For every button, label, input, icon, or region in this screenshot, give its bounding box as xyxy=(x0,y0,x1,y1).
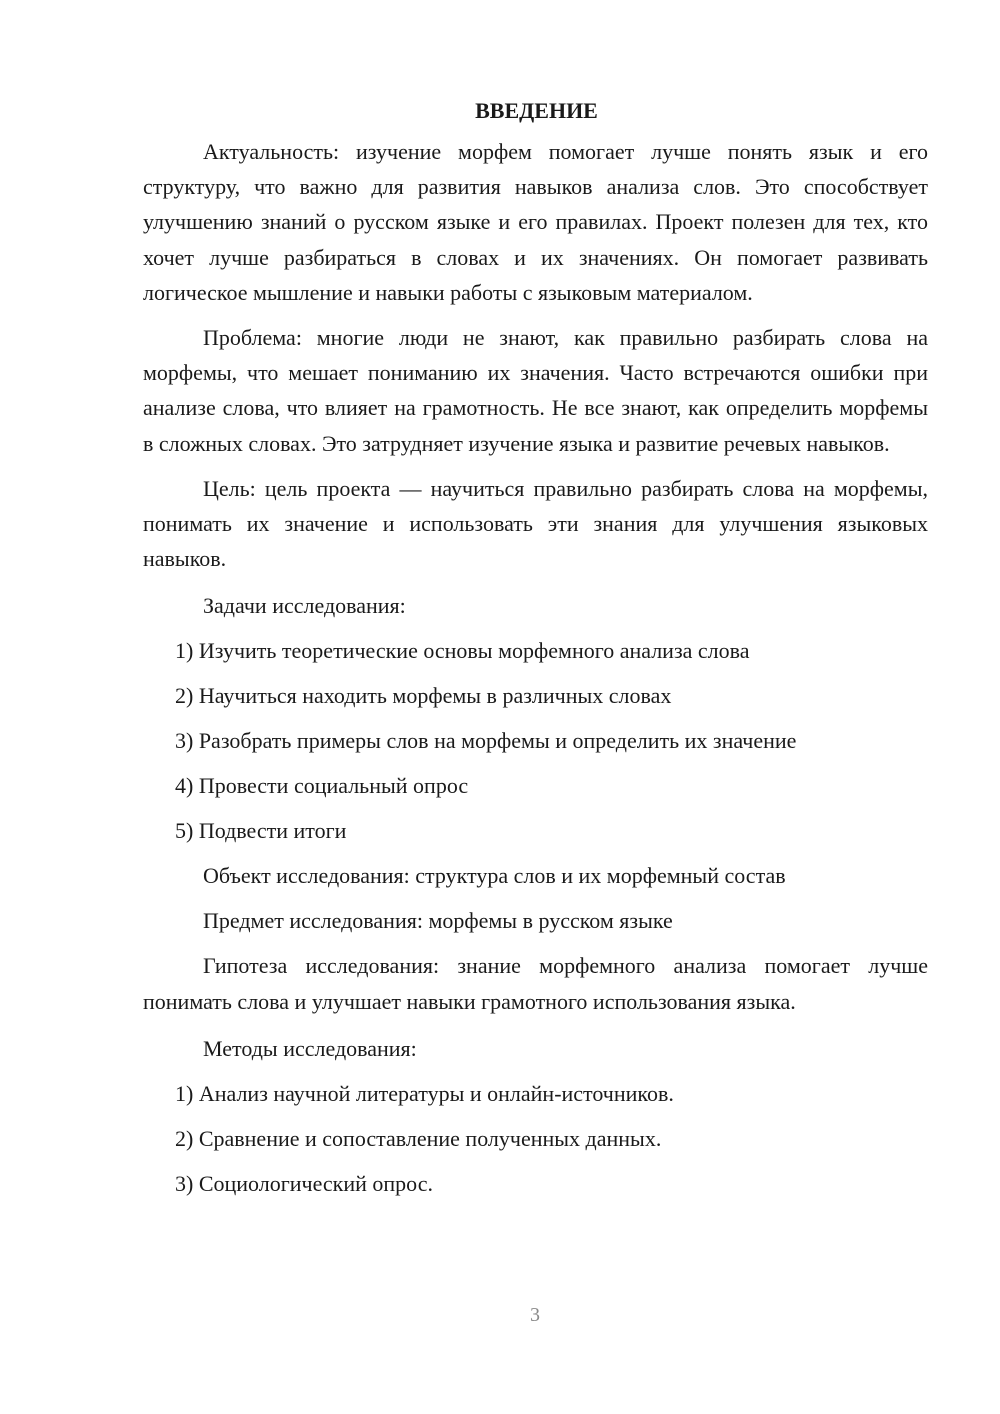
object-line: Объект исследования: структура слов и их морфемный состав xyxy=(203,863,786,889)
goal-paragraph: Цель: цель проекта — научиться правильно разбирать слова на морфемы, понимать их значение и использовать эти знания для улучшения языковых навыков. xyxy=(143,475,928,572)
list-item: 1) Анализ научной литературы и онлайн-источников. xyxy=(175,1080,674,1106)
methods-heading: Методы исследования: xyxy=(203,1035,417,1061)
page-number: 3 xyxy=(530,1304,540,1326)
list-item: 2) Сравнение и сопоставление полученных данных. xyxy=(175,1125,662,1151)
tasks-heading: Задачи исследования: xyxy=(203,593,406,619)
document-page xyxy=(143,94,928,1201)
page-title: ВВЕДЕНИЕ xyxy=(475,98,598,123)
list-item: 4) Провести социальный опрос xyxy=(175,773,469,799)
list-item: 3) Социологический опрос. xyxy=(175,1170,433,1196)
list-item: 5) Подвести итоги xyxy=(175,818,347,844)
subject-line: Предмет исследования: морфемы в русском языке xyxy=(203,908,673,934)
tasks-list xyxy=(143,633,928,848)
list-item: 2) Научиться находить морфемы в различных словах xyxy=(175,683,672,709)
methods-list xyxy=(143,1076,928,1201)
problem-paragraph: Проблема: многие люди не знают, как правильно разбирать слова на морфемы, что мешает пониманию их значения. Часто встречаются ошибки при анализе слова, что влияет на грамотность. Не все знают, как определить морфемы в сложных словах. Это затрудняет изучение языка и развитие речевых навыков. xyxy=(143,325,928,456)
list-item: 1) Изучить теоретические основы морфемного анализа слова xyxy=(175,638,750,664)
relevance-paragraph: Актуальность: изучение морфем помогает лучше понять язык и его структуру, что важно для развития навыков анализа слов. Это способствует улучшению знаний о русском языке и его правилах. Проект полезен для тех, кто хочет лучше разбираться в словах и их значениях. Он помогает развивать логическое мышление и навыки работы с языковым материалом. xyxy=(143,139,928,305)
hypothesis-paragraph: Гипотеза исследования: знание морфемного анализа помогает лучше понимать слова и улучшает навыки грамотного использования языка. xyxy=(143,953,928,1014)
list-item: 3) Разобрать примеры слов на морфемы и определить их значение xyxy=(175,728,797,754)
